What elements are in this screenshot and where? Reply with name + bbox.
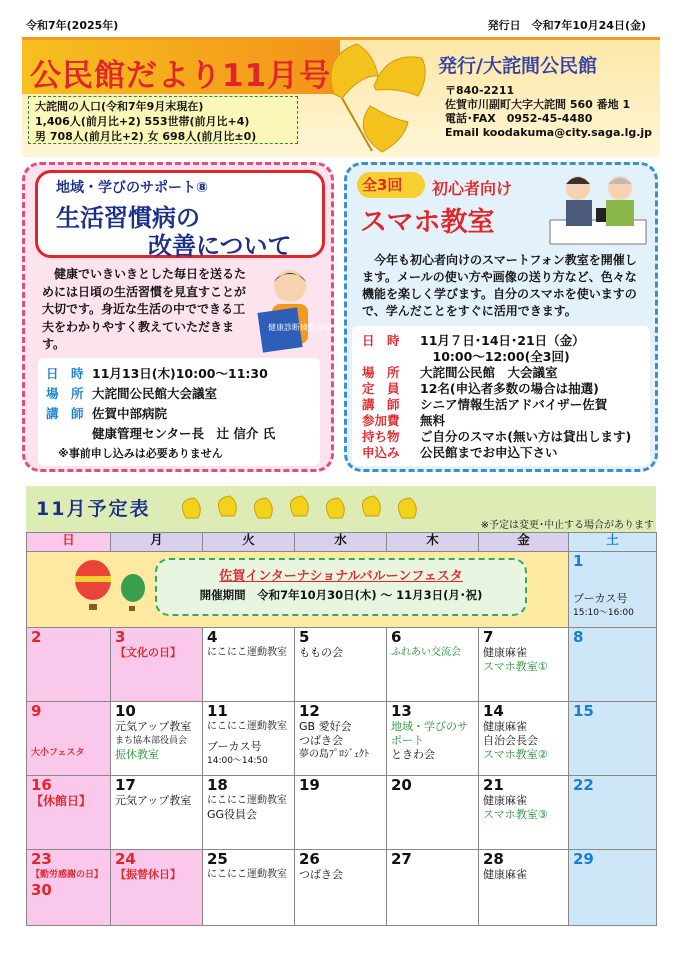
calendar-day-23: 23 【勤労感謝の日】 30 (27, 850, 111, 926)
calendar-day-16: 16 【休館日】 (27, 776, 111, 850)
calendar-day-7: 7 健康麻雀 スマホ教室① (479, 628, 569, 702)
session-count-badge: 全3回 (362, 176, 403, 194)
health-subtitle: 地域・学びのサポート⑧ (56, 180, 208, 196)
calendar-day-20: 20 (387, 776, 479, 850)
health-row-lecturer: 講 師 佐賀中部病院 (46, 406, 168, 421)
calendar-day-27: 27 (387, 850, 479, 926)
balloon-festa-cell (27, 552, 569, 628)
calendar-day-18: 18 にこにこ運動教室 GG役員会 (203, 776, 295, 850)
calendar-day-19: 19 (295, 776, 387, 850)
population-box (28, 96, 298, 144)
smartphone-row: 日 時 11月７日･14日･21日（金） (362, 333, 585, 348)
smartphone-row: 定 員 12名(申込者多数の場合は抽選) (362, 381, 599, 396)
calendar-week-4 (27, 850, 657, 926)
contact-info (445, 84, 652, 140)
page-title: 公民館だより11月号 (30, 58, 332, 94)
booklet-label: 健康診断検査結果 (268, 323, 332, 332)
email: Email koodakuma@city.saga.lg.jp (445, 126, 653, 139)
festa-title: 佐賀インターナショナルバルーンフェスタ (219, 569, 463, 584)
calendar-day-26: 26 つばき会 (295, 850, 387, 926)
era-label: 令和7年(2025年) (26, 19, 119, 32)
calendar-day-13: 13 地域・学びのサ ポート ときわ会 (387, 702, 479, 776)
population-line: 1,406人(前月比+2) 553世帯(前月比+4) (35, 115, 250, 128)
calendar-day-4: 4 にこにこ運動教室 (203, 628, 295, 702)
calendar-note: ※予定は変更･中止する場合があります (480, 520, 654, 531)
population-line: 大詫間の人口(令和7年9月末現在) (35, 100, 204, 113)
smartphone-row: 申込み 公民館までお申込下さい (362, 445, 558, 460)
reading-man-illustration (254, 264, 332, 356)
calendar-day-12: 12 GB 愛好会 つばき会 夢の島ﾌﾟﾛｼﾞｪｸﾄ (295, 702, 387, 776)
health-title-line2: 改善について (148, 232, 292, 260)
health-note: ※事前申し込みは必要ありません (58, 447, 223, 460)
calendar-day-15: 15 (569, 702, 657, 776)
calendar-day-17: 17 元気アップ教室 (111, 776, 203, 850)
address: 佐賀市川副町大字大詫間 560 番地 1 (445, 98, 631, 111)
health-details-box (38, 358, 320, 466)
smartphone-subtitle: 初心者向け (432, 179, 513, 198)
health-title-line1: 生活習慣病の (56, 204, 200, 232)
smartphone-row: 参加費 無料 (362, 413, 446, 428)
phone-fax: 電話･FAX 0952-45-4480 (445, 112, 593, 125)
weekday-mon: 月 (111, 533, 203, 552)
calendar-day-30: 30 (31, 881, 52, 899)
calendar-week-0 (27, 552, 657, 628)
weekday-sun: 日 (27, 533, 111, 552)
calendar-day-24: 24 【振替休日】 (111, 850, 203, 926)
weekday-row (27, 533, 657, 552)
health-row-place: 場 所 大詫間公民館大会議室 (46, 386, 218, 401)
health-description: 健康でいきいきとした毎日を送るためには日頃の生活習慣を見直すことが大切です。身近な生活の中でできる工夫をわかりやすく教えていただきます。 (42, 267, 247, 351)
calendar-table (26, 532, 657, 926)
publisher: 発行/大詫間公民館 (438, 55, 597, 77)
calendar-day-8: 8 (569, 628, 657, 702)
calendar-day-1: 1 ブーカス号 15:10～16:00 (569, 552, 657, 628)
calendar-day-25: 25 にこにこ運動教室 (203, 850, 295, 926)
calendar-week-1 (27, 628, 657, 702)
health-lecturer-title: 健康管理センター長 辻 信介 氏 (92, 426, 276, 441)
calendar-day-2: 2 (27, 628, 111, 702)
weekday-tue: 火 (203, 533, 295, 552)
smartphone-description: 今年も初心者向けのスマートフォン教室を開催します。メールの使い方や画像の送り方など、色々な機能を楽しく学びます。自分のスマホを使いますので、学んだことをすぐに活用できます。 (362, 253, 637, 318)
smartphone-row: 場 所 大詫間公民館 大会議室 (362, 365, 558, 380)
calendar-day-5: 5 ももの会 (295, 628, 387, 702)
calendar-day-9: 9 大小フェスタ (27, 702, 111, 776)
calendar-day-22: 22 (569, 776, 657, 850)
calendar-day-11: 11 にこにこ運動教室 ブーカス号 14:00～14:50 (203, 702, 295, 776)
postal-code: 〒840-2211 (445, 84, 515, 97)
weekday-sat: 土 (569, 533, 657, 552)
festa-period: 開催期間 令和7年10月30日(木) ～ 11月3日(月･祝) (199, 588, 483, 602)
issue-date: 発行日 令和7年10月24日(金) (487, 19, 646, 32)
smartphone-row: 持ち物 ご自分のスマホ(無い方は貸出します) (362, 429, 632, 444)
smartphone-lesson-illustration (548, 168, 650, 248)
weekday-fri: 金 (479, 533, 569, 552)
calendar-day-14: 14 健康麻雀 自治会長会 スマホ教室② (479, 702, 569, 776)
ginkgo-leaves-icon (312, 36, 442, 158)
calendar-week-3 (27, 776, 657, 850)
calendar-day-28: 28 健康麻雀 (479, 850, 569, 926)
smartphone-row: 講 師 シニア情報生活アドバイザー佐賀 (362, 397, 608, 412)
smartphone-row: 10:00～12:00(全3回) (420, 349, 570, 364)
calendar-day-3: 3 【文化の日】 (111, 628, 203, 702)
population-line: 男 708人(前月比+2) 女 698人(前月比±0) (35, 130, 257, 143)
weekday-thu: 木 (387, 533, 479, 552)
calendar-day-10: 10 元気アップ教室 まち協本部役員会 振休教室 (111, 702, 203, 776)
ginkgo-row-icon (176, 494, 432, 524)
calendar-day-29: 29 (569, 850, 657, 926)
festa-info-box (155, 558, 527, 616)
balloon-icon (67, 558, 157, 620)
calendar-day-21: 21 健康麻雀 スマホ教室③ (479, 776, 569, 850)
weekday-wed: 水 (295, 533, 387, 552)
smartphone-details-box (352, 326, 650, 466)
calendar-title: 11月予定表 (36, 498, 151, 520)
health-row-datetime: 日 時 11月13日(木)10:00～11:30 (46, 366, 268, 381)
calendar-week-2 (27, 702, 657, 776)
calendar-day-6: 6 ふれあい交流会 (387, 628, 479, 702)
smartphone-title: スマホ教室 (360, 207, 495, 238)
